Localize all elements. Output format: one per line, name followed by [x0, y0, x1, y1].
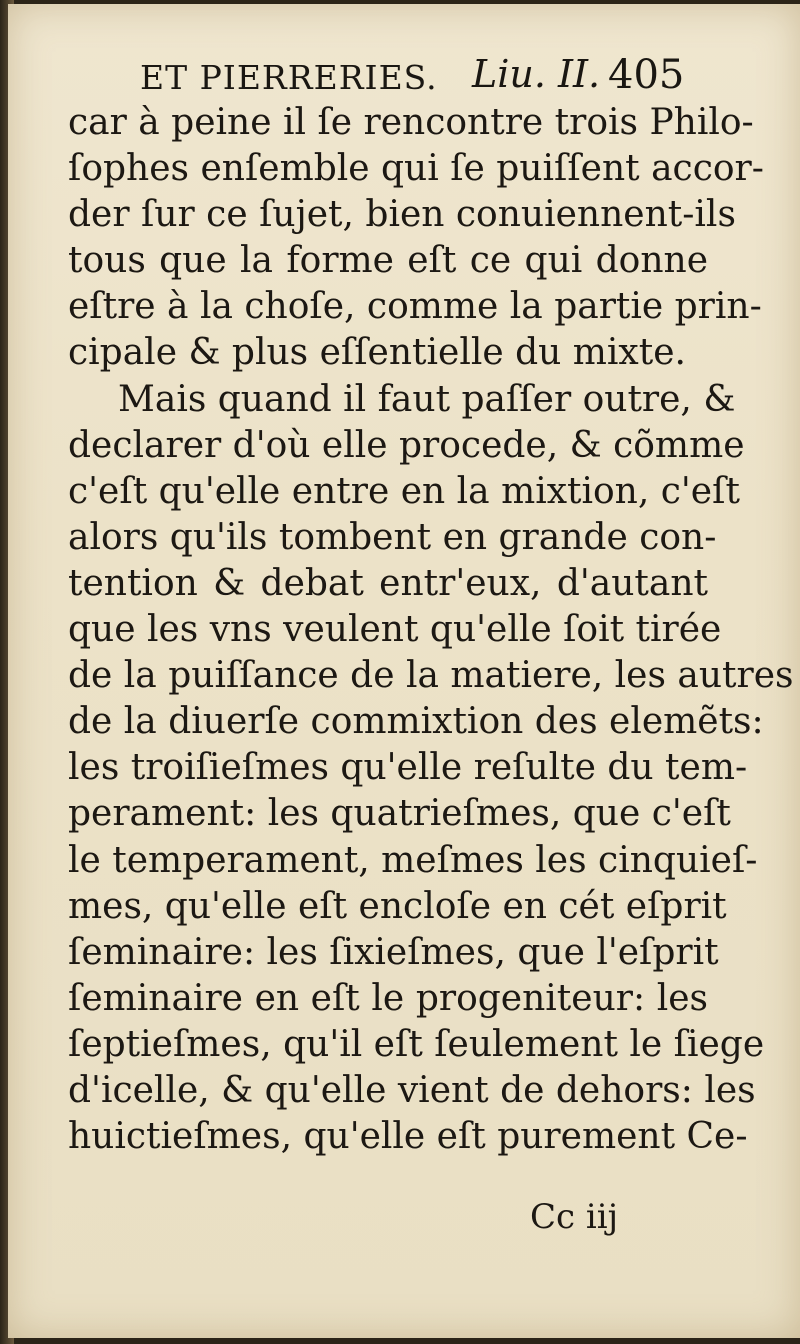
- text-line: c'eſt qu'elle entre en la mixtion, c'eſt: [68, 470, 740, 512]
- text-line: Mais quand il faut paſſer outre, &: [118, 378, 736, 420]
- text-line: que les vns veulent qu'elle ſoit tirée: [68, 609, 722, 651]
- text-line: perament: les quatrieſmes, que c'eſt: [68, 793, 731, 835]
- running-head: ET PIERRERIES.: [140, 58, 438, 97]
- text-line: ſeminaire en eſt le progeniteur: les: [68, 977, 708, 1019]
- text-line: d'icelle, & qu'elle vient de dehors: les: [68, 1069, 756, 1111]
- text-line: de la diuerſe commixtion des elemẽts:: [68, 701, 764, 743]
- text-line: mes, qu'elle eſt encloſe en cét eſprit: [68, 885, 727, 927]
- text-line: alors qu'ils tombent en grande con-: [68, 516, 717, 558]
- text-line: ſeminaire: les ſixieſmes, que l'eſprit: [68, 931, 719, 973]
- page-header: [140, 48, 720, 104]
- text-line: ſophes enſemble qui ſe puiſſent accor-: [68, 148, 764, 190]
- text-line: les troiſieſmes qu'elle reſulte du tem-: [68, 747, 748, 789]
- text-line: eſtre à la choſe, comme la partie prin-: [68, 286, 762, 328]
- text-line: de la puiſſance de la matiere, les autres: [68, 655, 794, 697]
- signature-mark: Cc iij: [530, 1197, 619, 1237]
- text-line: cipale & plus eſſentielle du mixte.: [68, 332, 686, 374]
- text-line: tous que la forme eſt ce qui donne: [68, 240, 708, 282]
- text-line: ſeptieſmes, qu'il eſt ſeulement le ſiege: [68, 1023, 765, 1065]
- book-reference: Liu. II.: [472, 52, 601, 96]
- text-line: der ſur ce ſujet, bien conuiennent-ils: [68, 194, 736, 236]
- text-line: declarer d'où elle procede, & cõmme: [68, 424, 745, 466]
- body-text: [68, 100, 794, 1160]
- text-line: tention & debat entr'eux, d'autant: [68, 562, 708, 604]
- text-line: le temperament, meſmes les cinquieſ-: [68, 839, 758, 881]
- text-line: huictieſmes, qu'elle eſt purement Ce-: [68, 1116, 748, 1158]
- page-number: 405: [608, 52, 685, 98]
- text-line: car à peine il ſe rencontre trois Philo-: [68, 102, 754, 143]
